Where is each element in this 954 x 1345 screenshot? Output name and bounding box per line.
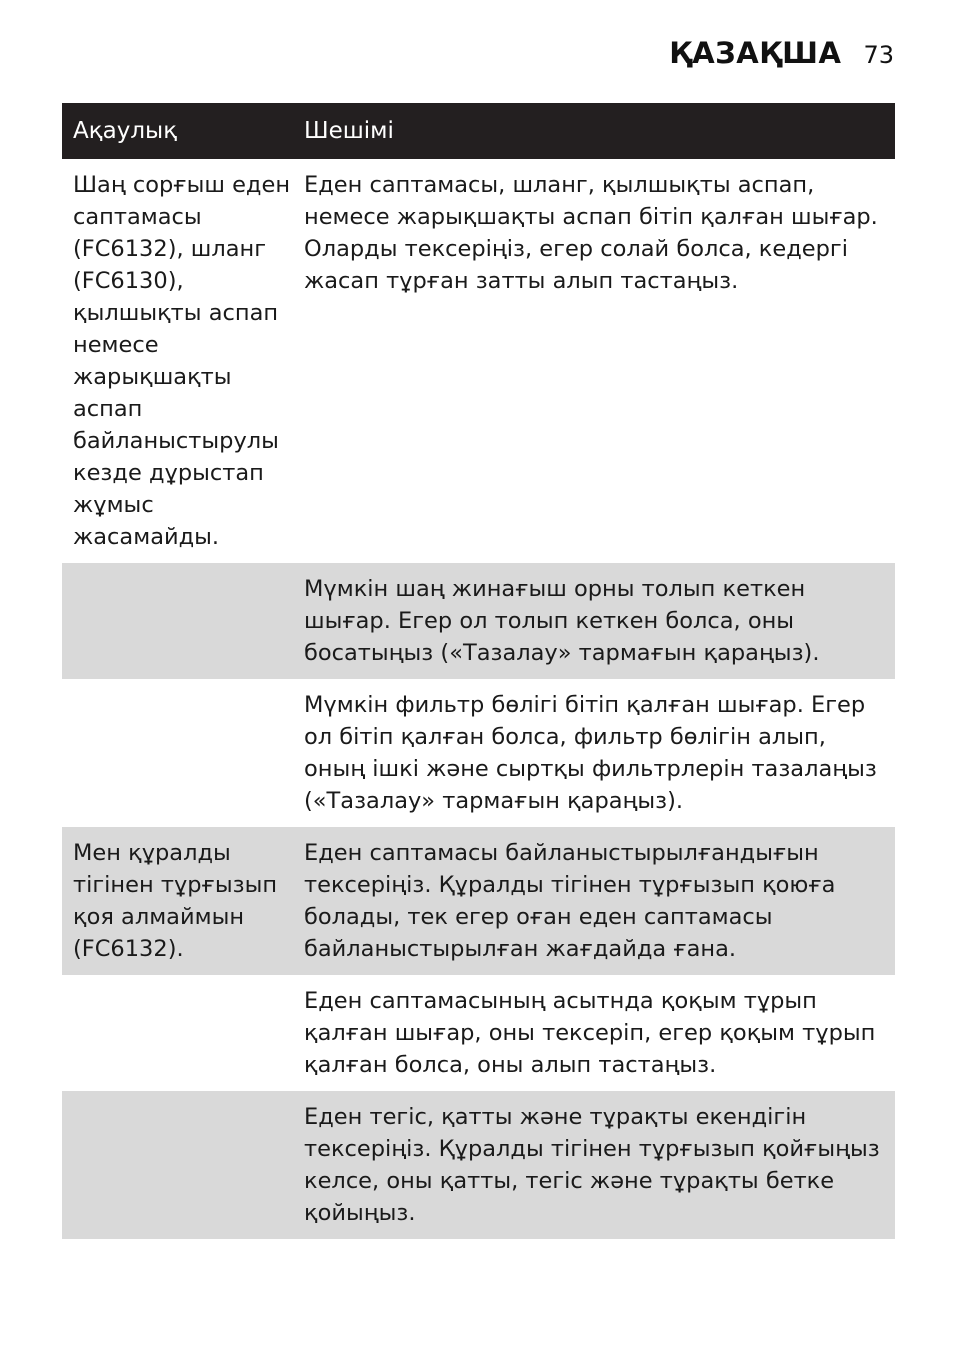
solution-cell: Еден саптамасы байланыстырылғандығын тексеріңіз. Құралды тігінен тұрғызып қоюға болады, тек егер оған еден саптамасы байланыстырылған жағдайда ғана.	[304, 840, 836, 962]
solution-cell: Еден саптамасының асытнда қоқым тұрып қалған шығар, оны тексеріп, егер қоқым тұрып қалған болса, оны алып тастаңыз.	[304, 988, 876, 1078]
problem-cell: Шаң сорғыш еден саптамасы (FC6132), шланг (FC6130), қылшықты аспап немесе жарықшақты аспап байланыстырулы кезде дұрыстап жұмыс жасамайды.	[73, 172, 291, 550]
table-header-row	[62, 103, 895, 159]
table-row	[62, 1091, 895, 1239]
solution-cell: Еден тегіс, қатты және тұрақты екендігін тексеріңіз. Құралды тігінен тұрғызып қойғыңыз келсе, оны қатты, тегіс және тұрақты бетке қойыңыз.	[304, 1104, 880, 1226]
solution-cell: Еден саптамасы, шланг, қылшықты аспап, немесе жарықшақты аспап бітіп қалған шығар. Оларды тексеріңіз, егер солай болса, кедергі жасап тұрған затты алып тастаңыз.	[304, 172, 878, 294]
page-number: 73	[863, 41, 894, 69]
table-row	[62, 975, 895, 1091]
table-row	[62, 679, 895, 827]
problem-cell	[62, 563, 304, 679]
table-row	[62, 827, 895, 975]
problem-cell: Мен құралды тігінен тұрғызып қоя алмаймын (FC6132).	[73, 840, 278, 962]
column-header-problem: Ақаулық	[73, 118, 178, 144]
language-title: ҚАЗАҚША	[669, 36, 842, 70]
troubleshooting-table	[62, 103, 895, 1239]
problem-cell	[62, 679, 304, 827]
problem-cell	[62, 975, 304, 1091]
solution-cell: Мүмкін шаң жинағыш орны толып кеткен шығар. Егер ол толып кеткен болса, оны босатыңыз («Тазалау» тармағын қараңыз).	[304, 576, 820, 666]
column-header-solution: Шешімі	[304, 118, 394, 144]
problem-cell	[62, 1091, 304, 1239]
solution-cell: Мүмкін фильтр бөлігі бітіп қалған шығар. Егер ол бітіп қалған болса, фильтр бөлігін алып, оның ішкі және сыртқы фильтрлерін тазалаңыз («Тазалау» тармағын қараңыз).	[304, 692, 877, 814]
page-header	[669, 36, 894, 70]
table-row	[62, 159, 895, 563]
table-row	[62, 563, 895, 679]
